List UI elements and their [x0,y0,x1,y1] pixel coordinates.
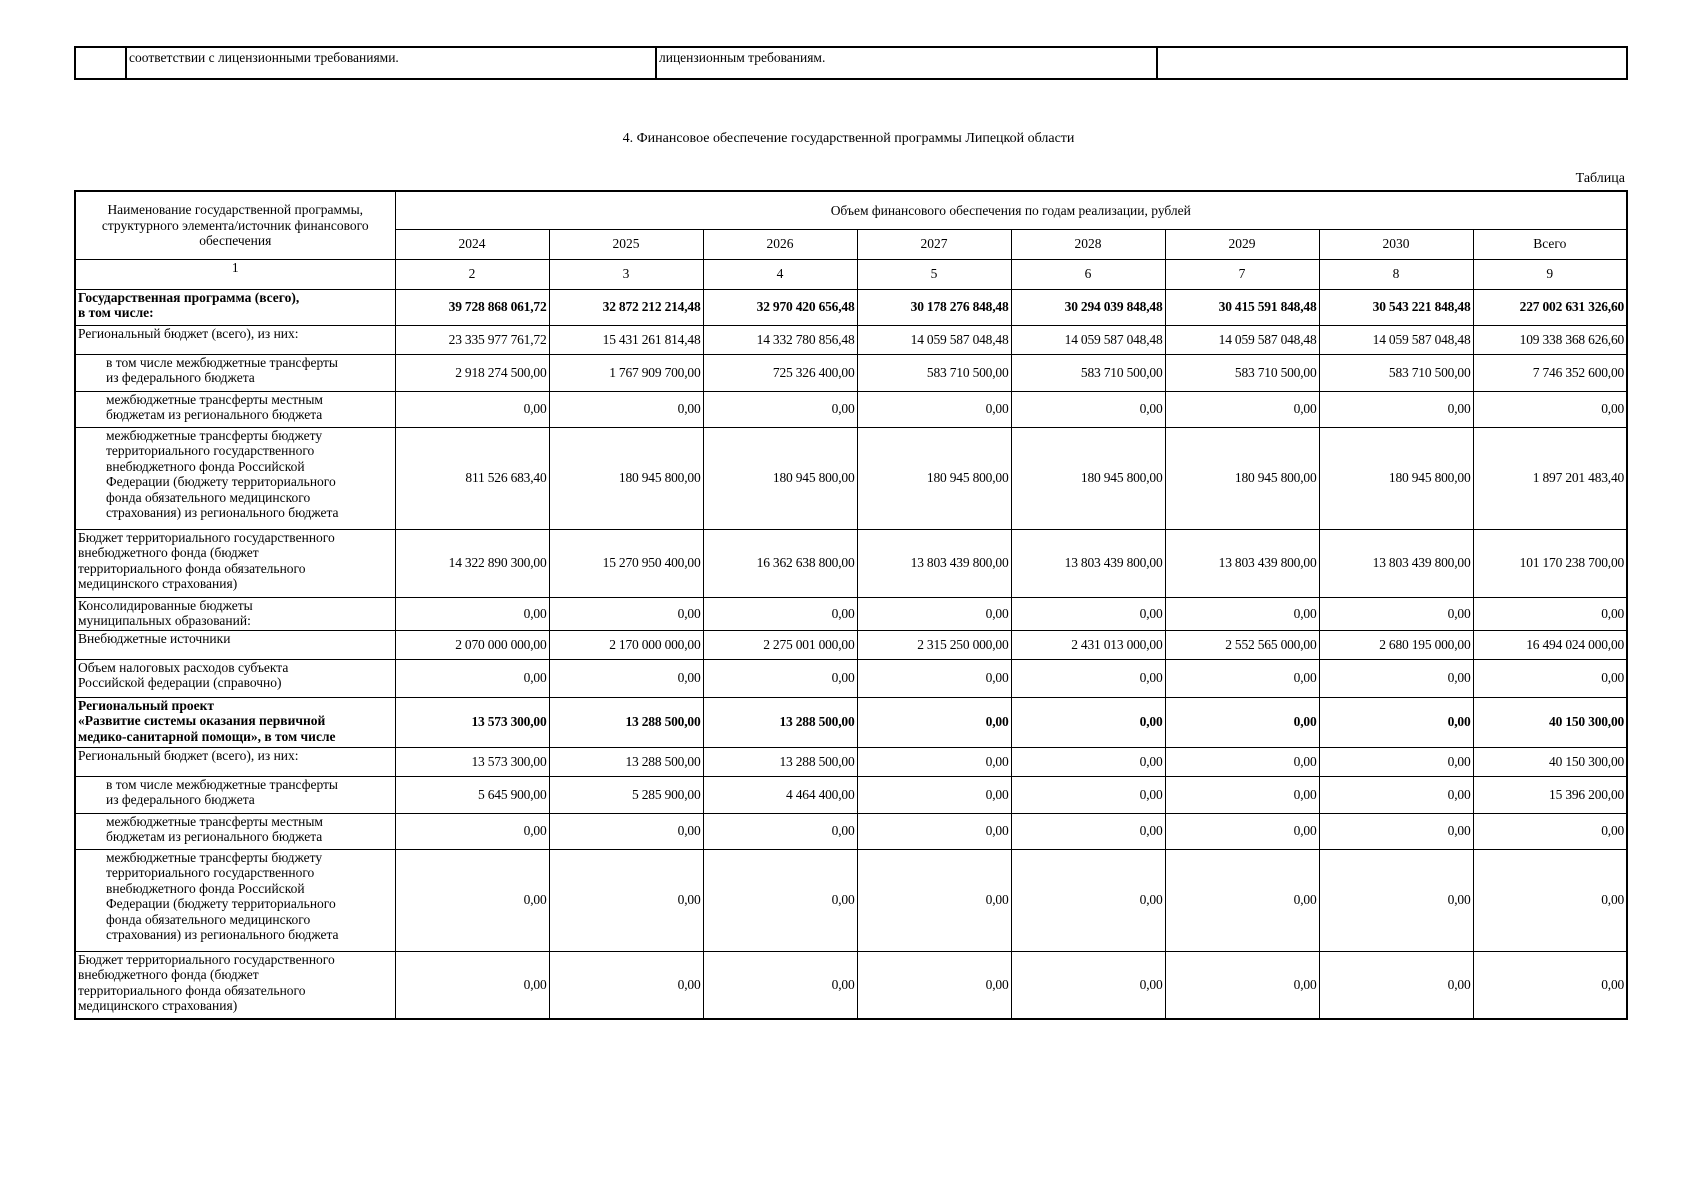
row-value: 2 070 000 000,00 [395,630,549,659]
row-value: 13 288 500,00 [703,747,857,776]
row-value: 0,00 [1165,697,1319,747]
row-value: 32 970 420 656,48 [703,289,857,325]
row-value: 2 918 274 500,00 [395,354,549,391]
previous-table-cell-1 [75,47,126,79]
row-value-total: 7 746 352 600,00 [1473,354,1627,391]
table-row [75,630,1627,659]
header-year: 2029 [1165,229,1319,259]
row-value: 2 170 000 000,00 [549,630,703,659]
table-row [75,659,1627,697]
row-value: 4 464 400,00 [703,776,857,813]
row-value: 180 945 800,00 [1319,427,1473,529]
row-value: 39 728 868 061,72 [395,289,549,325]
header-row-column-numbers [75,259,1627,289]
row-value: 30 178 276 848,48 [857,289,1011,325]
row-value-total: 40 150 300,00 [1473,697,1627,747]
row-value: 0,00 [549,813,703,849]
row-value: 583 710 500,00 [857,354,1011,391]
row-value-total: 227 002 631 326,60 [1473,289,1627,325]
previous-table-cell-4 [1157,47,1627,79]
row-value: 0,00 [395,597,549,630]
row-value-total: 0,00 [1473,597,1627,630]
row-value: 0,00 [857,813,1011,849]
row-value: 0,00 [1011,391,1165,427]
row-label: Консолидированные бюджеты муниципальных образований: [75,597,395,630]
row-value: 0,00 [703,951,857,1019]
row-label: в том числе межбюджетные трансферты из федерального бюджета [75,776,395,813]
row-value: 0,00 [549,597,703,630]
row-value: 30 543 221 848,48 [1319,289,1473,325]
row-value: 0,00 [395,659,549,697]
row-value: 14 332 780 856,48 [703,325,857,354]
column-number: 2 [395,259,549,289]
row-value: 0,00 [1319,747,1473,776]
table-row [75,391,1627,427]
row-value-total: 15 396 200,00 [1473,776,1627,813]
row-label: Государственная программа (всего), в том числе: [75,289,395,325]
row-value: 0,00 [549,849,703,951]
row-value: 2 315 250 000,00 [857,630,1011,659]
row-value-total: 0,00 [1473,391,1627,427]
table-row [75,529,1627,597]
header-row-group [75,191,1627,229]
row-value: 0,00 [1319,597,1473,630]
table-row [75,813,1627,849]
row-value: 13 573 300,00 [395,747,549,776]
row-value: 0,00 [703,849,857,951]
row-value: 15 270 950 400,00 [549,529,703,597]
row-value: 30 294 039 848,48 [1011,289,1165,325]
row-value: 0,00 [549,391,703,427]
header-year-total: Всего [1473,229,1627,259]
row-value: 13 288 500,00 [549,697,703,747]
section-title: 4. Финансовое обеспечение государственной программы Липецкой области [622,131,1075,146]
row-label: межбюджетные трансферты бюджету территориального государственного внебюджетного фонда Российской Федерации (бюджету территориального фонда обязательного медицинского страхования) из регионального бюджета [75,427,395,529]
row-value: 0,00 [1165,849,1319,951]
row-value: 1 767 909 700,00 [549,354,703,391]
row-value: 2 552 565 000,00 [1165,630,1319,659]
row-value-total: 0,00 [1473,659,1627,697]
header-year: 2027 [857,229,1011,259]
row-label: Объем налоговых расходов субъекта Российской федерации (справочно) [75,659,395,697]
row-value: 0,00 [703,391,857,427]
row-label: в том числе межбюджетные трансферты из федерального бюджета [75,354,395,391]
row-value: 0,00 [1011,659,1165,697]
row-label: Региональный бюджет (всего), из них: [75,747,395,776]
header-year: 2028 [1011,229,1165,259]
previous-table-fragment [74,46,1628,80]
row-label: Внебюджетные источники [75,630,395,659]
row-value: 0,00 [857,697,1011,747]
row-value: 0,00 [703,597,857,630]
row-label: Региональный бюджет (всего), из них: [75,325,395,354]
row-value: 0,00 [1011,951,1165,1019]
row-value: 0,00 [1319,659,1473,697]
row-value: 14 322 890 300,00 [395,529,549,597]
row-value: 5 645 900,00 [395,776,549,813]
row-value: 0,00 [1319,776,1473,813]
row-value: 0,00 [857,849,1011,951]
row-value: 0,00 [1165,951,1319,1019]
row-value-total: 40 150 300,00 [1473,747,1627,776]
row-value: 23 335 977 761,72 [395,325,549,354]
row-value: 13 573 300,00 [395,697,549,747]
row-value-total: 0,00 [1473,813,1627,849]
row-value: 583 710 500,00 [1011,354,1165,391]
row-value: 0,00 [1011,813,1165,849]
row-value: 0,00 [395,813,549,849]
table-row [75,354,1627,391]
row-value: 14 059 587 048,48 [1165,325,1319,354]
row-value: 2 431 013 000,00 [1011,630,1165,659]
header-year: 2026 [703,229,857,259]
table-row [75,849,1627,951]
row-label: Региональный проект «Развитие системы оказания первичной медико-санитарной помощи», в том числе [75,697,395,747]
row-label: межбюджетные трансферты местным бюджетам из регионального бюджета [75,813,395,849]
row-value: 0,00 [1011,849,1165,951]
row-value: 13 803 439 800,00 [1165,529,1319,597]
row-value: 0,00 [395,391,549,427]
row-value: 180 945 800,00 [857,427,1011,529]
column-number: 8 [1319,259,1473,289]
column-number: 1 [75,259,395,289]
row-value: 5 285 900,00 [549,776,703,813]
row-value: 0,00 [395,951,549,1019]
row-value: 0,00 [1011,776,1165,813]
row-value: 0,00 [1165,597,1319,630]
row-value: 180 945 800,00 [549,427,703,529]
previous-table-cell-2: соответствии с лицензионными требованиями. [126,47,656,79]
row-value: 0,00 [1319,849,1473,951]
header-year: 2024 [395,229,549,259]
table-row [75,427,1627,529]
row-value: 180 945 800,00 [1165,427,1319,529]
row-value: 180 945 800,00 [1011,427,1165,529]
row-value: 0,00 [857,597,1011,630]
previous-table-cell-3: лицензионным требованиям. [656,47,1157,79]
table-row [75,325,1627,354]
table-row [75,776,1627,813]
table-row [75,697,1627,747]
row-label: Бюджет территориального государственного внебюджетного фонда (бюджет территориального фонда обязательного медицинского страхования) [75,951,395,1019]
row-label: межбюджетные трансферты бюджету территориального государственного внебюджетного фонда Российской Федерации (бюджету территориального фонда обязательного медицинского страхования) из регионального бюджета [75,849,395,951]
column-number: 5 [857,259,1011,289]
finance-table-body [75,289,1627,1019]
row-value: 180 945 800,00 [703,427,857,529]
row-value: 0,00 [857,659,1011,697]
row-value: 30 415 591 848,48 [1165,289,1319,325]
row-value: 0,00 [549,951,703,1019]
row-value-total: 0,00 [1473,951,1627,1019]
table-caption: Таблица [1575,171,1625,186]
row-value: 13 288 500,00 [549,747,703,776]
row-value: 0,00 [1319,951,1473,1019]
row-value: 14 059 587 048,48 [1011,325,1165,354]
row-value: 2 275 001 000,00 [703,630,857,659]
row-value: 14 059 587 048,48 [1319,325,1473,354]
row-value: 32 872 212 214,48 [549,289,703,325]
row-value: 16 362 638 800,00 [703,529,857,597]
column-number: 9 [1473,259,1627,289]
row-value: 0,00 [549,659,703,697]
row-value: 0,00 [1319,697,1473,747]
row-value: 0,00 [1165,776,1319,813]
row-value: 0,00 [703,813,857,849]
row-value: 13 803 439 800,00 [1319,529,1473,597]
row-value: 0,00 [857,951,1011,1019]
row-value: 0,00 [1011,597,1165,630]
row-value: 811 526 683,40 [395,427,549,529]
row-value: 0,00 [1011,747,1165,776]
row-value-total: 0,00 [1473,849,1627,951]
row-value-total: 109 338 368 626,60 [1473,325,1627,354]
table-row [75,951,1627,1019]
row-value: 2 680 195 000,00 [1319,630,1473,659]
row-value: 0,00 [1319,391,1473,427]
header-group: Объем финансового обеспечения по годам реализации, рублей [395,191,1627,229]
row-value: 15 431 261 814,48 [549,325,703,354]
finance-table [74,190,1628,1020]
row-value-total: 16 494 024 000,00 [1473,630,1627,659]
row-value: 13 803 439 800,00 [1011,529,1165,597]
column-number: 7 [1165,259,1319,289]
row-value: 0,00 [395,849,549,951]
row-value: 0,00 [1165,659,1319,697]
row-value: 583 710 500,00 [1165,354,1319,391]
row-value: 0,00 [857,391,1011,427]
row-value: 0,00 [857,776,1011,813]
row-value: 0,00 [1165,747,1319,776]
previous-table-row [75,47,1627,79]
column-number: 6 [1011,259,1165,289]
row-value: 0,00 [1011,697,1165,747]
row-value: 725 326 400,00 [703,354,857,391]
row-value: 13 803 439 800,00 [857,529,1011,597]
row-label: межбюджетные трансферты местным бюджетам из регионального бюджета [75,391,395,427]
row-value-total: 1 897 201 483,40 [1473,427,1627,529]
table-row [75,289,1627,325]
header-name-column: Наименование государственной программы, структурного элемента/источник финансового обеспечения [75,191,395,259]
header-year: 2030 [1319,229,1473,259]
row-value: 0,00 [1319,813,1473,849]
row-value: 0,00 [1165,813,1319,849]
row-value: 14 059 587 048,48 [857,325,1011,354]
row-value: 13 288 500,00 [703,697,857,747]
row-value: 0,00 [857,747,1011,776]
row-label: Бюджет территориального государственного внебюджетного фонда (бюджет территориального фонда обязательного медицинского страхования) [75,529,395,597]
column-number: 3 [549,259,703,289]
row-value-total: 101 170 238 700,00 [1473,529,1627,597]
row-value: 0,00 [703,659,857,697]
table-row [75,747,1627,776]
table-row [75,597,1627,630]
row-value: 583 710 500,00 [1319,354,1473,391]
column-number: 4 [703,259,857,289]
header-year: 2025 [549,229,703,259]
row-value: 0,00 [1165,391,1319,427]
